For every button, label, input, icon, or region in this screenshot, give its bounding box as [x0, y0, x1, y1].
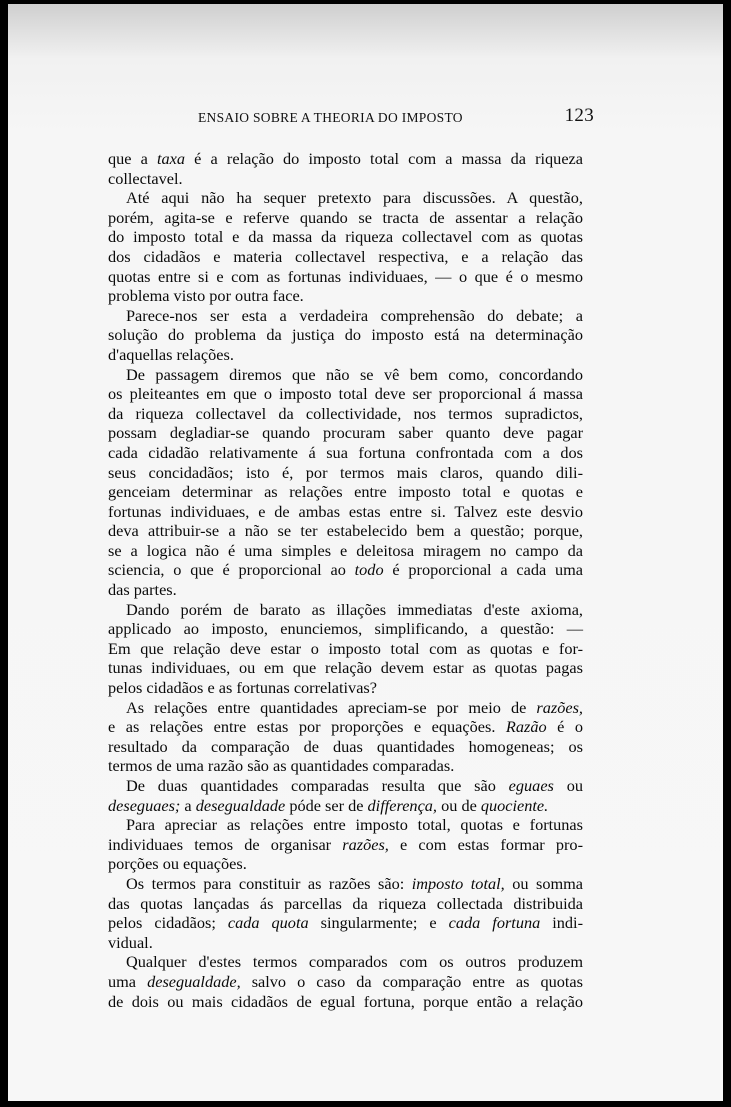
line-text: salvo o caso da comparação entre as quotas [240, 971, 583, 991]
line-text: a [180, 795, 196, 815]
text-line [108, 580, 583, 600]
line-text: fortunas individuaes, e de ambas estas entre si. Talvez este desvio [108, 501, 583, 521]
text-line [108, 443, 583, 463]
italic-text: razões, [342, 834, 389, 854]
line-text: De duas quantidades comparadas resulta que são [126, 776, 509, 795]
line-text: pelos cidadãos; [108, 913, 228, 933]
line-text: As relações entre quantidades apreciam-se por meio de [126, 697, 537, 717]
text-line [108, 286, 583, 306]
line-text: singularmente; e [308, 913, 449, 933]
line-text: applicado ao imposto, enunciemos, simplificando, a questão: — [108, 619, 583, 639]
text-line [108, 756, 583, 776]
italic-text: razões, [536, 697, 583, 717]
text-line [108, 365, 583, 385]
text-line [108, 913, 583, 933]
line-text: d'aquellas relações. [108, 344, 234, 364]
italic-text: desegualdade, [147, 971, 241, 991]
line-text: tunas individuaes, ou em que relação devem estar as quotas pagas [108, 658, 583, 678]
text-line [108, 384, 583, 404]
text-line [108, 874, 583, 894]
line-text: individuaes temos de organisar [108, 834, 343, 854]
line-text: ou [553, 776, 583, 795]
text-line [108, 678, 583, 698]
line-text: é a relação do imposto total com a massa da riqueza [185, 149, 583, 168]
italic-text: Razão [505, 717, 547, 737]
italic-text: eguaes [508, 776, 554, 795]
line-text: é proporcional a cada uma [383, 560, 584, 580]
line-text: genceiam determinar as relações entre imposto total e quotas e [108, 482, 583, 502]
text-line [108, 698, 583, 718]
text-line [108, 952, 583, 972]
text-line [108, 717, 583, 737]
running-title: ENSAIO SOBRE A THEORIA DO IMPOSTO [198, 110, 463, 125]
italic-text: imposto total, [411, 873, 505, 893]
text-line [108, 482, 583, 502]
text-line [108, 776, 583, 796]
line-text: póde ser de [285, 795, 368, 815]
text-line [108, 737, 583, 757]
text-line [108, 149, 583, 169]
text-line [108, 972, 583, 992]
line-text: os pleiteantes em que o imposto total deve ser proporcional á massa [108, 384, 583, 404]
text-line [108, 306, 583, 326]
book-page [8, 4, 723, 1101]
italic-text: differença, [367, 795, 438, 815]
line-text: De passagem diremos que não se vê bem como, concordando [126, 364, 583, 384]
text-line [108, 854, 583, 874]
line-text: que a [108, 149, 158, 168]
page-header [198, 107, 594, 127]
line-text: sciencia, o que é proporcional ao [108, 560, 355, 580]
line-text: uma [108, 971, 148, 991]
line-text: Qualquer d'estes termos comparados com os outros produzem [126, 952, 583, 972]
line-text: collectavel. [108, 168, 183, 188]
text-line [108, 600, 583, 620]
body-text [108, 149, 583, 1011]
italic-text: deseguaes; [108, 795, 181, 815]
text-line [108, 404, 583, 424]
italic-text: desegualdade [195, 795, 286, 815]
line-text: se a logica não é uma simples e deleitosa miragem no campo da [108, 540, 583, 560]
text-line [108, 835, 583, 855]
text-line [108, 423, 583, 443]
text-line [108, 796, 583, 816]
line-text: porções ou equações. [108, 854, 247, 874]
line-text: Para apreciar as relações entre imposto total, quotas e fortunas [126, 815, 583, 835]
line-text: dos cidadãos e materia collectavel respectiva, e a relação das [108, 246, 583, 266]
line-text: das partes. [108, 580, 177, 600]
page-number: 123 [564, 105, 594, 126]
line-text: problema visto por outra face. [108, 286, 304, 306]
text-line [108, 502, 583, 522]
text-line [108, 639, 583, 659]
line-text: ou de [437, 795, 481, 815]
line-text: da riqueza collectavel da collectividade, nos termos supradictos, [108, 403, 583, 423]
line-text: Os termos para constituir as razões são: [126, 873, 412, 893]
line-text: e as relações entre estas por proporções e equações. [108, 717, 506, 737]
line-text: de dois ou mais cidadãos de egual fortuna, porque então a relação [108, 991, 583, 1011]
text-line [108, 815, 583, 835]
line-text: termos de uma razão são as quantidades comparadas. [108, 756, 455, 776]
line-text: do imposto total e da massa da riqueza collectavel com as quotas [108, 227, 583, 247]
line-text: possam degladiar-se quando procuram saber quanto deve pagar [108, 423, 583, 443]
line-text: Dando porém de barato as illações immediatas d'este axioma, [126, 599, 583, 619]
line-text: pelos cidadãos e as fortunas correlativas? [108, 678, 377, 698]
line-text: seus concidadãos; isto é, por termos mais claros, quando dili- [108, 462, 583, 482]
line-text: resultado da comparação de duas quantidades homogeneas; os [108, 736, 583, 756]
text-line [108, 560, 583, 580]
line-text: vidual. [108, 932, 153, 952]
text-line [108, 208, 583, 228]
line-text: e com estas formar pro- [388, 834, 583, 854]
italic-text: quociente. [480, 795, 549, 815]
line-text: cada cidadão relativamente á sua fortuna confrontada com a dos [108, 442, 583, 462]
line-text: porém, agita-se e referve quando se tracta de assentar a relação [108, 207, 583, 227]
italic-text: cada quota [227, 913, 309, 933]
text-line [108, 463, 583, 483]
italic-text: taxa [157, 149, 186, 168]
line-text: Parece-nos ser esta a verdadeira comprehensão do debate; a [126, 305, 583, 325]
line-text: deva attribuir-se a não se ter estabelecido bem a questão; porque, [108, 521, 583, 541]
line-text: indi- [540, 913, 584, 933]
text-line [108, 541, 583, 561]
text-line [108, 227, 583, 247]
text-line [108, 267, 583, 287]
italic-text: cada fortuna [448, 913, 541, 933]
text-line [108, 247, 583, 267]
text-line [108, 992, 583, 1012]
text-line [108, 325, 583, 345]
text-line [108, 619, 583, 639]
text-line [108, 169, 583, 189]
text-line [108, 933, 583, 953]
line-text: das quotas lançadas ás parcellas da riqueza collectada distribuida [108, 893, 583, 913]
line-text: quotas entre si e com as fortunas individuaes, — o que é o mesmo [108, 266, 583, 286]
text-line [108, 894, 583, 914]
text-line [108, 188, 583, 208]
text-line [108, 658, 583, 678]
italic-text: todo [354, 560, 384, 580]
text-line [108, 521, 583, 541]
text-line [108, 345, 583, 365]
line-text: Até aqui não ha sequer pretexto para discussões. A questão, [126, 188, 583, 208]
line-text: Em que relação deve estar o imposto total com as quotas e for- [108, 638, 583, 658]
line-text: ou somma [504, 873, 584, 893]
line-text: é o [546, 717, 583, 737]
line-text: solução do problema da justiça do imposto está na determinação [108, 325, 583, 345]
